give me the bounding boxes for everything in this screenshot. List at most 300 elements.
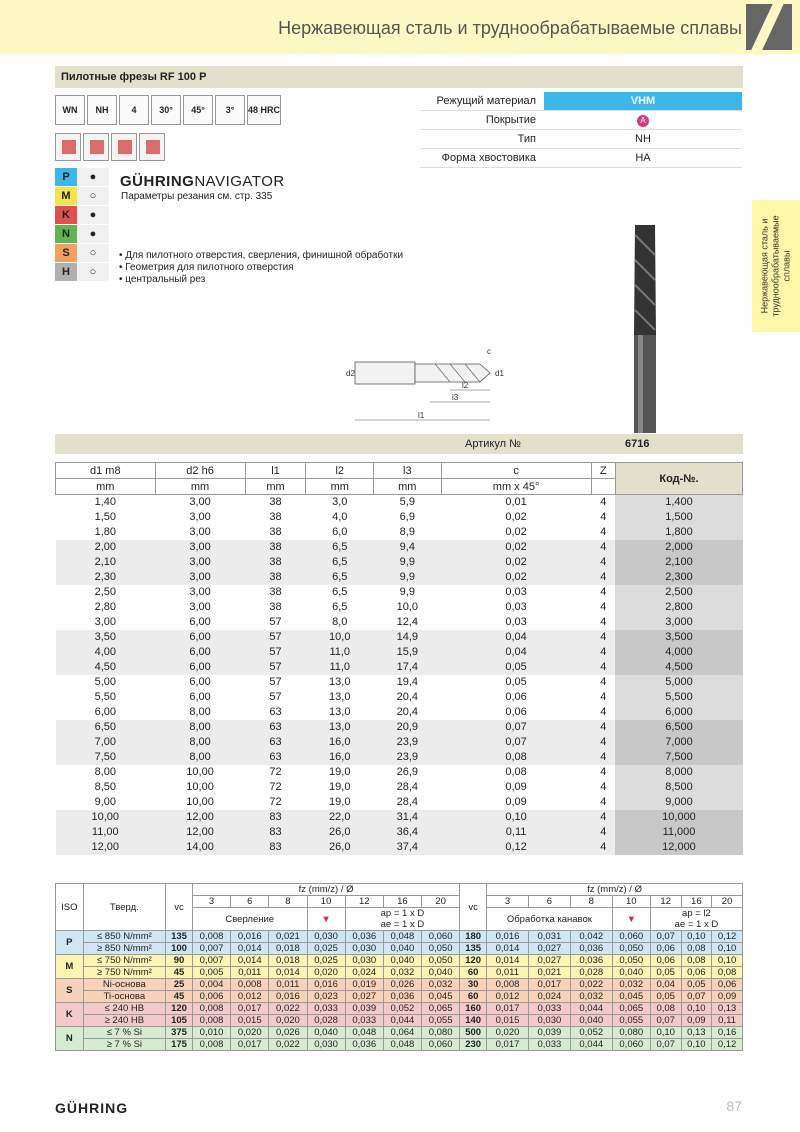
table-cell: 63 bbox=[245, 750, 306, 765]
table-cell: 4 bbox=[591, 750, 615, 765]
table-cell: 28,4 bbox=[374, 780, 442, 795]
plunging-icon bbox=[111, 133, 137, 161]
table-cell: 57 bbox=[245, 645, 306, 660]
table-cell: 57 bbox=[245, 615, 306, 630]
article-bar bbox=[55, 434, 743, 454]
table-cell: 4 bbox=[591, 540, 615, 555]
fz-cell: 0,025 bbox=[307, 955, 345, 967]
table-cell: 2,80 bbox=[56, 600, 156, 615]
fz-cell: 0,012 bbox=[487, 991, 529, 1003]
table-cell: 11,000 bbox=[615, 825, 742, 840]
table-cell: 6,00 bbox=[155, 645, 245, 660]
iso-row bbox=[55, 168, 109, 187]
fz-cell: 0,020 bbox=[307, 967, 345, 979]
fz-cell: 0,011 bbox=[269, 979, 307, 991]
hardness-cell: ≤ 7 % Si bbox=[83, 1027, 165, 1039]
table-cell: 38 bbox=[245, 495, 306, 510]
table-cell: 12,00 bbox=[155, 825, 245, 840]
fz-header: fz (mm/z) / Ø bbox=[192, 884, 459, 896]
table-cell: 83 bbox=[245, 825, 306, 840]
fz-cell: 0,019 bbox=[345, 979, 383, 991]
fz-cell: 0,07 bbox=[650, 931, 681, 943]
operation-icons bbox=[55, 133, 165, 161]
table-cell: 63 bbox=[245, 720, 306, 735]
cutting-row bbox=[56, 955, 743, 967]
table-cell: 4,500 bbox=[615, 660, 742, 675]
table-cell: 19,4 bbox=[374, 675, 442, 690]
table-cell: 5,00 bbox=[56, 675, 156, 690]
fz-cell: 0,036 bbox=[570, 955, 612, 967]
fz-cell: 0,036 bbox=[345, 1039, 383, 1051]
table-cell: 4 bbox=[591, 495, 615, 510]
table-cell: 57 bbox=[245, 675, 306, 690]
table-cell: 6,5 bbox=[306, 555, 374, 570]
prop-type bbox=[420, 130, 742, 149]
table-cell: 12,4 bbox=[374, 615, 442, 630]
table-cell: 36,4 bbox=[374, 825, 442, 840]
fz-cell: 0,011 bbox=[231, 967, 269, 979]
table-cell: 1,50 bbox=[56, 510, 156, 525]
drill-icon: ▼ bbox=[612, 908, 650, 931]
fz-cell: 0,040 bbox=[422, 967, 460, 979]
properties-table bbox=[420, 92, 742, 168]
table-cell: 4 bbox=[591, 630, 615, 645]
table-cell: 4 bbox=[591, 780, 615, 795]
column-header: l2 bbox=[306, 463, 374, 479]
table-cell: 8,00 bbox=[155, 750, 245, 765]
table-cell: 31,4 bbox=[374, 810, 442, 825]
table-cell: 3,00 bbox=[155, 525, 245, 540]
table-cell: 6,5 bbox=[306, 600, 374, 615]
table-cell: 3,00 bbox=[155, 510, 245, 525]
feature-icons bbox=[55, 95, 281, 125]
fz-cell: 0,026 bbox=[383, 979, 421, 991]
table-cell: 38 bbox=[245, 525, 306, 540]
table-cell: 0,09 bbox=[441, 795, 591, 810]
cutting-data-table bbox=[55, 883, 743, 1051]
vc-cell: 30 bbox=[460, 979, 487, 991]
drilling-icon bbox=[83, 133, 109, 161]
fz-cell: 0,044 bbox=[383, 1015, 421, 1027]
table-cell: 2,500 bbox=[615, 585, 742, 600]
cutting-row bbox=[56, 979, 743, 991]
vc-cell: 60 bbox=[460, 967, 487, 979]
hardness-cell: ≤ 750 N/mm² bbox=[83, 955, 165, 967]
table-cell: 0,11 bbox=[441, 825, 591, 840]
fz-cell: 0,017 bbox=[231, 1039, 269, 1051]
table-cell: 2,100 bbox=[615, 555, 742, 570]
bullet-item: • Для пилотного отверстия, сверления, финишной обработки bbox=[119, 250, 404, 261]
cutting-row bbox=[56, 1003, 743, 1015]
material-group: K bbox=[56, 1003, 84, 1027]
table-cell: 9,9 bbox=[374, 570, 442, 585]
table-cell: 0,02 bbox=[441, 525, 591, 540]
fz-cell: 0,010 bbox=[192, 1027, 230, 1039]
fz-cell: 0,060 bbox=[612, 931, 650, 943]
table-cell: 4 bbox=[591, 795, 615, 810]
table-cell: 0,02 bbox=[441, 570, 591, 585]
fz-cell: 0,060 bbox=[422, 1039, 460, 1051]
hardness-cell: Ni-основа bbox=[83, 979, 165, 991]
material-group: N bbox=[56, 1027, 84, 1051]
hardness-cell: ≥ 850 N/mm² bbox=[83, 943, 165, 955]
table-cell: 2,30 bbox=[56, 570, 156, 585]
table-cell: 6,00 bbox=[155, 660, 245, 675]
iso-suitability: ○ bbox=[77, 244, 109, 262]
fz-cell: 0,011 bbox=[487, 967, 529, 979]
table-cell: 6,000 bbox=[615, 705, 742, 720]
table-cell: 4 bbox=[591, 825, 615, 840]
table-cell: 16,0 bbox=[306, 735, 374, 750]
fz-cell: 0,033 bbox=[528, 1003, 570, 1015]
fz-cell: 0,020 bbox=[487, 1027, 529, 1039]
l2-label: l2 bbox=[462, 381, 469, 390]
wn-icon: WN bbox=[55, 95, 85, 125]
fz-cell: 0,05 bbox=[650, 967, 681, 979]
table-cell: 0,01 bbox=[441, 495, 591, 510]
diameter-header: 3 bbox=[487, 896, 529, 908]
table-cell: 83 bbox=[245, 810, 306, 825]
table-cell: 38 bbox=[245, 510, 306, 525]
table-cell: 19,0 bbox=[306, 780, 374, 795]
fz-cell: 0,10 bbox=[681, 931, 712, 943]
table-cell: 6,00 bbox=[155, 675, 245, 690]
iso-row bbox=[55, 244, 109, 263]
diameter-header: 10 bbox=[307, 896, 345, 908]
column-header: d2 h6 bbox=[155, 463, 245, 479]
table-cell: 0,03 bbox=[441, 585, 591, 600]
fz-cell: 0,030 bbox=[307, 1039, 345, 1051]
fz-cell: 0,039 bbox=[528, 1027, 570, 1039]
iso-row bbox=[55, 187, 109, 206]
column-header: d1 m8 bbox=[56, 463, 156, 479]
operation-slotting: Обработка канавок bbox=[487, 908, 613, 931]
fz-cell: 0,10 bbox=[681, 1003, 712, 1015]
tool-drawing bbox=[340, 340, 510, 430]
fz-cell: 0,05 bbox=[681, 979, 712, 991]
table-cell: 6,5 bbox=[306, 570, 374, 585]
table-row bbox=[56, 570, 743, 585]
fz-cell: 0,017 bbox=[231, 1003, 269, 1015]
table-cell: 83 bbox=[245, 840, 306, 855]
column-header: l1 bbox=[245, 463, 306, 479]
table-cell: 9,000 bbox=[615, 795, 742, 810]
prop-value: HA bbox=[635, 152, 651, 164]
iso-row bbox=[55, 225, 109, 244]
unit-header: mm bbox=[374, 479, 442, 495]
fz-cell: 0,008 bbox=[192, 1015, 230, 1027]
table-cell: 12,00 bbox=[155, 810, 245, 825]
vc-cell: 160 bbox=[460, 1003, 487, 1015]
fz-cell: 0,06 bbox=[650, 943, 681, 955]
fz-cell: 0,024 bbox=[345, 967, 383, 979]
table-cell: 0,02 bbox=[441, 555, 591, 570]
table-cell: 22,0 bbox=[306, 810, 374, 825]
table-row bbox=[56, 660, 743, 675]
fz-cell: 0,021 bbox=[269, 931, 307, 943]
fz-cell: 0,022 bbox=[269, 1003, 307, 1015]
column-header: c bbox=[441, 463, 591, 479]
fz-cell: 0,024 bbox=[528, 991, 570, 1003]
column-header: Z bbox=[591, 463, 615, 479]
diameter-header: 16 bbox=[681, 896, 712, 908]
table-cell: 5,500 bbox=[615, 690, 742, 705]
hardness-cell: ≥ 7 % Si bbox=[83, 1039, 165, 1051]
fz-cell: 0,014 bbox=[487, 943, 529, 955]
vc-cell: 500 bbox=[460, 1027, 487, 1039]
tool-photo bbox=[630, 225, 660, 433]
table-cell: 10,000 bbox=[615, 810, 742, 825]
table-cell: 4 bbox=[591, 765, 615, 780]
table-cell: 26,0 bbox=[306, 825, 374, 840]
table-cell: 10,00 bbox=[56, 810, 156, 825]
point-angle-icon: 3° bbox=[215, 95, 245, 125]
fz-cell: 0,08 bbox=[681, 943, 712, 955]
fz-cell: 0,039 bbox=[345, 1003, 383, 1015]
table-cell: 6,00 bbox=[155, 630, 245, 645]
fz-cell: 0,045 bbox=[612, 991, 650, 1003]
fz-cell: 0,055 bbox=[422, 1015, 460, 1027]
table-cell: 8,00 bbox=[56, 765, 156, 780]
cutting-row bbox=[56, 1027, 743, 1039]
table-cell: 4 bbox=[591, 675, 615, 690]
table-row bbox=[56, 630, 743, 645]
table-cell: 4,0 bbox=[306, 510, 374, 525]
table-row bbox=[56, 615, 743, 630]
fz-cell: 0,025 bbox=[307, 943, 345, 955]
fz-cell: 0,05 bbox=[650, 991, 681, 1003]
fz-cell: 0,014 bbox=[269, 967, 307, 979]
table-cell: 3,00 bbox=[155, 600, 245, 615]
table-cell: 4 bbox=[591, 570, 615, 585]
iso-suitability: ○ bbox=[77, 263, 109, 281]
iso-row bbox=[55, 206, 109, 225]
table-cell: 11,00 bbox=[56, 825, 156, 840]
table-cell: 38 bbox=[245, 585, 306, 600]
table-cell: 1,80 bbox=[56, 525, 156, 540]
fz-cell: 0,008 bbox=[192, 1003, 230, 1015]
diameter-header: 12 bbox=[345, 896, 383, 908]
table-cell: 8,00 bbox=[155, 735, 245, 750]
table-cell: 63 bbox=[245, 735, 306, 750]
table-cell: 3,00 bbox=[155, 555, 245, 570]
table-cell: 0,08 bbox=[441, 765, 591, 780]
fz-cell: 0,048 bbox=[345, 1027, 383, 1039]
vc-header: vc bbox=[460, 884, 487, 931]
table-cell: 26,0 bbox=[306, 840, 374, 855]
d1-label: d1 bbox=[495, 369, 504, 378]
table-cell: 4 bbox=[591, 585, 615, 600]
c-label: c bbox=[487, 347, 491, 356]
table-row bbox=[56, 795, 743, 810]
vc-cell: 175 bbox=[166, 1039, 193, 1051]
table-cell: 0,08 bbox=[441, 750, 591, 765]
hardness-cell: ≤ 240 HB bbox=[83, 1003, 165, 1015]
table-cell: 6,500 bbox=[615, 720, 742, 735]
vc-cell: 105 bbox=[166, 1015, 193, 1027]
fz-cell: 0,030 bbox=[307, 931, 345, 943]
table-cell: 9,4 bbox=[374, 540, 442, 555]
fz-cell: 0,008 bbox=[192, 931, 230, 943]
table-cell: 5,50 bbox=[56, 690, 156, 705]
table-cell: 38 bbox=[245, 540, 306, 555]
table-cell: 6,5 bbox=[306, 540, 374, 555]
table-cell: 38 bbox=[245, 570, 306, 585]
bullet-item: • Геометрия для пилотного отверстия bbox=[119, 262, 294, 273]
fz-cell: 0,032 bbox=[570, 991, 612, 1003]
fz-cell: 0,11 bbox=[712, 1015, 743, 1027]
fz-cell: 0,015 bbox=[487, 1015, 529, 1027]
fz-cell: 0,065 bbox=[612, 1003, 650, 1015]
fz-cell: 0,015 bbox=[231, 1015, 269, 1027]
table-cell: 72 bbox=[245, 795, 306, 810]
fz-cell: 0,06 bbox=[681, 967, 712, 979]
table-cell: 8,00 bbox=[155, 705, 245, 720]
diameter-header: 20 bbox=[712, 896, 743, 908]
operation-drilling: Сверление bbox=[192, 908, 307, 931]
fz-cell: 0,16 bbox=[712, 1027, 743, 1039]
fz-cell: 0,030 bbox=[345, 943, 383, 955]
table-cell: 1,40 bbox=[56, 495, 156, 510]
table-cell: 1,800 bbox=[615, 525, 742, 540]
cutting-row bbox=[56, 991, 743, 1003]
table-row bbox=[56, 840, 743, 855]
table-row bbox=[56, 645, 743, 660]
table-cell: 2,00 bbox=[56, 540, 156, 555]
prop-material bbox=[420, 92, 742, 111]
table-cell: 37,4 bbox=[374, 840, 442, 855]
table-cell: 4,00 bbox=[56, 645, 156, 660]
table-cell: 7,500 bbox=[615, 750, 742, 765]
vc-cell: 120 bbox=[460, 955, 487, 967]
table-cell: 8,9 bbox=[374, 525, 442, 540]
iso-letter: K bbox=[55, 206, 77, 224]
table-cell: 6,9 bbox=[374, 510, 442, 525]
table-cell: 4 bbox=[591, 600, 615, 615]
table-cell: 7,50 bbox=[56, 750, 156, 765]
iso-row bbox=[55, 263, 109, 282]
iso-letter: P bbox=[55, 168, 77, 186]
fz-cell: 0,008 bbox=[231, 979, 269, 991]
fz-cell: 0,032 bbox=[383, 967, 421, 979]
dimensions-table bbox=[55, 462, 743, 855]
fz-cell: 0,014 bbox=[231, 955, 269, 967]
table-cell: 0,07 bbox=[441, 735, 591, 750]
material-group: S bbox=[56, 979, 84, 1003]
table-cell: 7,000 bbox=[615, 735, 742, 750]
fz-cell: 0,007 bbox=[192, 943, 230, 955]
table-cell: 6,00 bbox=[155, 690, 245, 705]
fz-cell: 0,10 bbox=[712, 955, 743, 967]
table-cell: 2,800 bbox=[615, 600, 742, 615]
fz-cell: 0,022 bbox=[269, 1039, 307, 1051]
navigator-logo: GÜHRINGNAVIGATOR bbox=[120, 173, 285, 190]
table-cell: 13,0 bbox=[306, 720, 374, 735]
fz-cell: 0,014 bbox=[487, 955, 529, 967]
section-title: Пилотные фрезы RF 100 P bbox=[55, 66, 743, 88]
vc-cell: 100 bbox=[166, 943, 193, 955]
diameter-header: 6 bbox=[528, 896, 570, 908]
table-cell: 20,4 bbox=[374, 705, 442, 720]
fz-cell: 0,045 bbox=[422, 991, 460, 1003]
fz-cell: 0,055 bbox=[612, 1015, 650, 1027]
table-cell: 9,9 bbox=[374, 555, 442, 570]
table-cell: 57 bbox=[245, 660, 306, 675]
table-row bbox=[56, 600, 743, 615]
fz-cell: 0,033 bbox=[528, 1039, 570, 1051]
table-cell: 8,500 bbox=[615, 780, 742, 795]
fz-cell: 0,040 bbox=[383, 955, 421, 967]
fz-cell: 0,016 bbox=[231, 931, 269, 943]
table-cell: 38 bbox=[245, 600, 306, 615]
flutes-icon: 4 bbox=[119, 95, 149, 125]
fz-cell: 0,033 bbox=[345, 1015, 383, 1027]
fz-cell: 0,050 bbox=[612, 943, 650, 955]
table-cell: 4 bbox=[591, 555, 615, 570]
fz-cell: 0,048 bbox=[383, 1039, 421, 1051]
table-row bbox=[56, 525, 743, 540]
table-cell: 10,00 bbox=[155, 780, 245, 795]
l3-label: l3 bbox=[452, 393, 459, 402]
vc-cell: 25 bbox=[166, 979, 193, 991]
iso-material-list bbox=[55, 168, 109, 282]
table-cell: 3,00 bbox=[155, 540, 245, 555]
prop-label: Тип bbox=[517, 133, 536, 145]
fz-cell: 0,017 bbox=[487, 1039, 529, 1051]
hardness-cell: ≤ 850 N/mm² bbox=[83, 931, 165, 943]
cutting-row bbox=[56, 1015, 743, 1027]
fz-cell: 0,036 bbox=[345, 931, 383, 943]
fz-cell: 0,027 bbox=[528, 955, 570, 967]
vc-cell: 45 bbox=[166, 991, 193, 1003]
helix-angle-icon: 30° bbox=[151, 95, 181, 125]
vc-cell: 135 bbox=[166, 931, 193, 943]
fz-cell: 0,050 bbox=[612, 955, 650, 967]
fz-cell: 0,04 bbox=[650, 979, 681, 991]
vc-cell: 90 bbox=[166, 955, 193, 967]
iso-suitability: ● bbox=[77, 206, 109, 224]
diameter-header: 6 bbox=[231, 896, 269, 908]
table-cell: 4 bbox=[591, 705, 615, 720]
table-row bbox=[56, 720, 743, 735]
fz-cell: 0,08 bbox=[650, 1003, 681, 1015]
fz-cell: 0,018 bbox=[269, 943, 307, 955]
bullet-item: • центральный рез bbox=[119, 274, 206, 285]
fz-cell: 0,050 bbox=[422, 955, 460, 967]
fz-cell: 0,13 bbox=[712, 1003, 743, 1015]
page-number: 87 bbox=[726, 1098, 742, 1114]
fz-cell: 0,080 bbox=[612, 1027, 650, 1039]
table-cell: 2,50 bbox=[56, 585, 156, 600]
table-cell: 0,06 bbox=[441, 690, 591, 705]
fz-cell: 0,028 bbox=[570, 967, 612, 979]
article-number: 6716 bbox=[625, 438, 650, 450]
fz-cell: 0,040 bbox=[307, 1027, 345, 1039]
table-cell: 4 bbox=[591, 660, 615, 675]
table-row bbox=[56, 735, 743, 750]
column-header: l3 bbox=[374, 463, 442, 479]
prop-value: VHM bbox=[544, 92, 742, 110]
table-cell: 23,9 bbox=[374, 750, 442, 765]
table-cell: 2,000 bbox=[615, 540, 742, 555]
table-cell: 23,9 bbox=[374, 735, 442, 750]
guhring-logo-icon bbox=[746, 4, 792, 50]
cutting-row bbox=[56, 931, 743, 943]
engagement-slotting: ap = l2 ae = 1 x D bbox=[650, 908, 742, 931]
vc-header: vc bbox=[166, 884, 193, 931]
table-cell: 72 bbox=[245, 765, 306, 780]
table-cell: 3,00 bbox=[155, 585, 245, 600]
